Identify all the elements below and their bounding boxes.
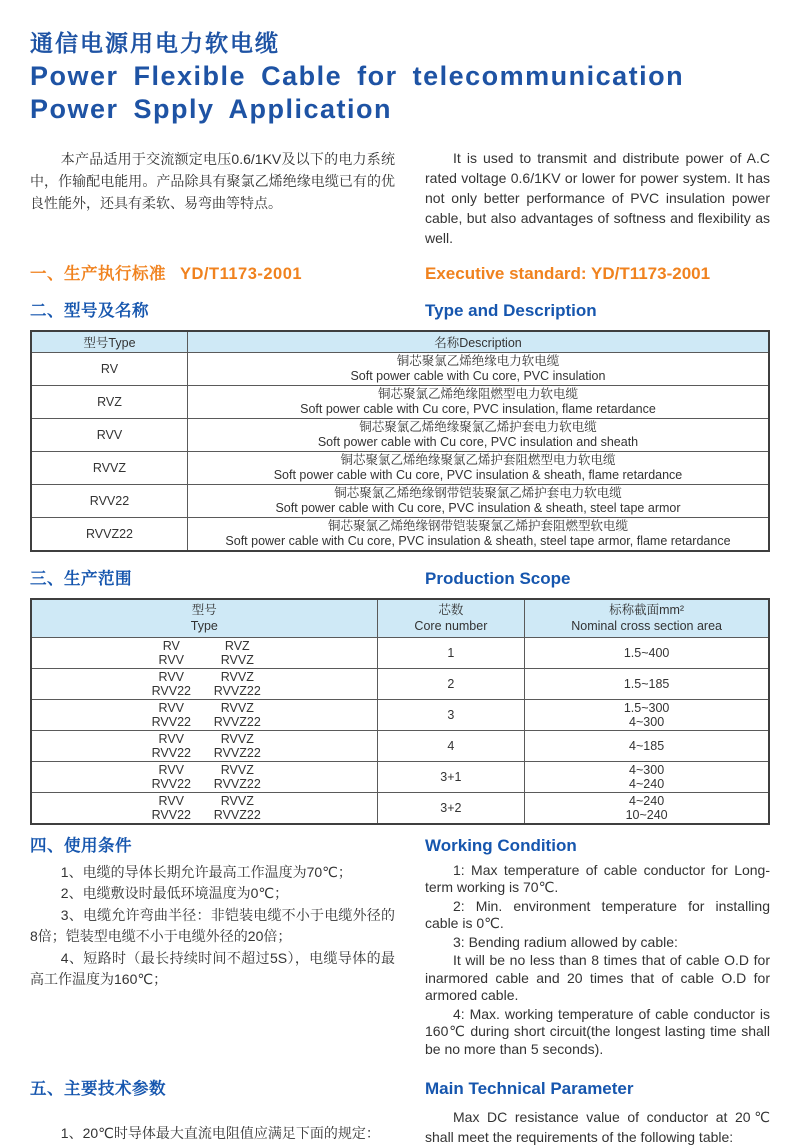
types-cell xyxy=(31,699,377,730)
doc-title-zh: 通信电源用电力软电缆 xyxy=(30,30,280,56)
type-name: RVVZ22 xyxy=(213,745,261,760)
section-range: 4~240 xyxy=(629,793,665,808)
scope-header-type xyxy=(31,599,377,637)
scope-header-core xyxy=(377,599,525,637)
type-name: RVVZ xyxy=(220,731,254,746)
section-type-heading-row xyxy=(30,297,770,321)
section-working-heading-zh: 四、使用条件 xyxy=(30,836,132,855)
type-pair xyxy=(35,701,374,715)
list-item-zh: 1、电缆的导体长期允许最高工作温度为70℃； xyxy=(60,863,352,880)
working-list-zh xyxy=(30,862,395,1060)
type-pair xyxy=(35,670,374,684)
table-header-row xyxy=(31,599,769,637)
type-pair xyxy=(35,794,374,808)
table-row xyxy=(31,452,769,485)
cross-section-cell xyxy=(525,761,769,792)
standard-value-zh: YD/T1173-2001 xyxy=(180,265,303,283)
section-working-heading-en: Working Condition xyxy=(425,835,577,855)
list-item-en: 1: Max temperature of cable conductor for Long-term working is 70℃. xyxy=(425,861,770,895)
types-cell xyxy=(31,730,377,761)
section-range: 4~300 xyxy=(629,762,665,777)
scope-header-core-en: Core number xyxy=(414,619,488,634)
list-item-zh: 4、短路时（最长持续时间不超过5S），电缆导体的最高工作温度为160℃； xyxy=(30,949,395,987)
type-name: RVV22 xyxy=(151,807,191,822)
type-name: RVVZ xyxy=(220,669,254,684)
section-scope-heading-zh: 三、生产范围 xyxy=(30,570,132,588)
description-zh: 铜芯聚氯乙烯绝缘电力软电缆 xyxy=(396,354,560,368)
type-name: RVVZ22 xyxy=(213,807,261,822)
type-table-head xyxy=(31,331,769,353)
section-range: 1.5~300 xyxy=(623,700,670,715)
type-pair xyxy=(35,777,374,791)
core-number-cell: 3 xyxy=(377,699,525,730)
document-header xyxy=(30,30,770,126)
section-technical-heading-row xyxy=(30,1075,770,1099)
type-pair xyxy=(35,808,374,822)
standard-label-zh: 一、生产执行标准 xyxy=(30,265,166,283)
type-pair xyxy=(35,653,374,667)
type-table-header-description: 名称Description xyxy=(187,331,769,353)
technical-intro-row xyxy=(30,1107,770,1147)
type-name: RVVZ22 xyxy=(213,776,261,791)
table-row xyxy=(31,419,769,452)
table-row xyxy=(31,668,769,699)
list-item-en: 4: Max. working temperature of cable conductor is 160℃ during short circuit(the longest lasting time shall be no more than 5 seconds). xyxy=(425,1005,770,1057)
section-range: 4~240 xyxy=(629,776,665,791)
description-cell xyxy=(187,353,769,386)
description-en: Soft power cable with Cu core, PVC insulation xyxy=(350,369,606,383)
table-row xyxy=(31,518,769,552)
description-zh: 铜芯聚氯乙烯绝缘钢带铠装聚氯乙烯护套电力软电缆 xyxy=(334,486,622,500)
scope-header-type-zh: 型号 xyxy=(191,603,217,618)
section-range: 4~300 xyxy=(629,714,665,729)
type-cell: RV xyxy=(31,353,187,386)
core-number-cell: 1 xyxy=(377,637,525,668)
intro-paragraph-zh: 本产品适用于交流额定电压0.6/1KV及以下的电力系统中，作输配电能用。产品除具有聚氯乙烯绝缘电缆已有的优良性能外，还具有柔软、易弯曲等特点。 xyxy=(30,151,395,211)
type-name: RVV22 xyxy=(151,745,191,760)
technical-intro-en: Max DC resistance value of conductor at 20℃ shall meet the requirements of the following table: xyxy=(425,1109,770,1145)
type-name: RVZ xyxy=(224,638,250,653)
types-cell xyxy=(31,637,377,668)
standard-row xyxy=(30,260,770,284)
type-pair xyxy=(35,684,374,698)
section-scope-heading-row xyxy=(30,565,770,589)
type-name: RVV22 xyxy=(151,714,191,729)
type-name: RVVZ22 xyxy=(213,714,261,729)
list-item-en: It will be no less than 8 times that of cable O.D for inarmored cable and 20 times that of cable O.D for armored cable. xyxy=(425,952,770,1003)
section-technical-heading-zh: 五、主要技术参数 xyxy=(30,1080,166,1098)
type-pair xyxy=(35,732,374,746)
description-zh: 铜芯聚氯乙烯绝缘阻燃型电力软电缆 xyxy=(377,387,578,401)
types-cell xyxy=(31,668,377,699)
list-item-en: 2: Min. environment temperature for installing cable is 0℃. xyxy=(425,897,770,931)
type-name: RVVZ xyxy=(220,652,254,667)
type-name: RVV22 xyxy=(151,776,191,791)
description-cell xyxy=(187,419,769,452)
type-pair xyxy=(35,639,374,653)
intro-paragraph-en: It is used to transmit and distribute power of A.C rated voltage 0.6/1KV or lower for power system. It has not only better performance of PVC insulation power cable, but also advantages of softness and flexibility as well. xyxy=(425,150,770,246)
description-zh: 铜芯聚氯乙烯绝缘聚氯乙烯护套阻燃型电力软电缆 xyxy=(340,453,616,467)
description-cell xyxy=(187,518,769,552)
core-number-cell: 2 xyxy=(377,668,525,699)
section-scope-heading-en: Production Scope xyxy=(425,569,571,588)
type-cell: RVV22 xyxy=(31,485,187,518)
type-name: RVVZ xyxy=(220,793,254,808)
doc-title-en-line1: Power Flexible Cable for telecommunication xyxy=(30,61,685,91)
type-name: RVVZ22 xyxy=(213,683,261,698)
section-range: 4~185 xyxy=(629,738,665,753)
description-en: Soft power cable with Cu core, PVC insulation, flame retardance xyxy=(300,402,656,416)
table-header-row xyxy=(31,331,769,353)
section-type-heading-en: Type and Description xyxy=(425,301,597,320)
section-range: 1.5~185 xyxy=(623,676,670,691)
table-row xyxy=(31,353,769,386)
type-name: RV xyxy=(162,638,180,653)
type-name: RVV xyxy=(158,669,185,684)
scope-header-core-zh: 芯数 xyxy=(438,603,464,618)
table-row xyxy=(31,637,769,668)
description-zh: 铜芯聚氯乙烯绝缘聚氯乙烯护套电力软电缆 xyxy=(359,420,597,434)
table-row xyxy=(31,386,769,419)
description-en: Soft power cable with Cu core, PVC insulation & sheath, steel tape armor, flame retardance xyxy=(225,534,731,548)
intro-row xyxy=(30,148,770,248)
standard-heading-zh xyxy=(30,260,395,284)
cross-section-cell xyxy=(525,699,769,730)
scope-table-head xyxy=(31,599,769,637)
doc-title-en xyxy=(30,60,770,126)
types-cell xyxy=(31,792,377,824)
scope-header-type-en: Type xyxy=(190,619,218,634)
type-name: RVV xyxy=(158,731,185,746)
technical-intro-zh: 1、20℃时导体最大直流电阻值应满足下面的规定： xyxy=(60,1125,380,1141)
section-range: 1.5~400 xyxy=(623,645,670,660)
type-table-header-type: 型号Type xyxy=(31,331,187,353)
description-en: Soft power cable with Cu core, PVC insulation & sheath, steel tape armor xyxy=(275,501,681,515)
table-row xyxy=(31,761,769,792)
table-row xyxy=(31,730,769,761)
type-pair xyxy=(35,763,374,777)
core-number-cell: 3+1 xyxy=(377,761,525,792)
section-range: 10~240 xyxy=(625,807,668,822)
description-zh: 铜芯聚氯乙烯绝缘钢带铠装聚氯乙烯护套阻燃型软电缆 xyxy=(327,519,628,533)
types-cell xyxy=(31,761,377,792)
description-cell xyxy=(187,485,769,518)
type-name: RVVZ xyxy=(220,762,254,777)
section-working-heading-row xyxy=(30,832,770,856)
type-cell: RVV xyxy=(31,419,187,452)
cross-section-cell xyxy=(525,668,769,699)
standard-heading-en: Executive standard: YD/T1173-2001 xyxy=(425,264,711,283)
type-name: RVV xyxy=(158,793,185,808)
section-type-heading-zh: 二、型号及名称 xyxy=(30,302,149,320)
working-list-en xyxy=(425,862,770,1060)
working-condition-row xyxy=(30,862,770,1060)
list-item-en: 3: Bending radium allowed by cable: xyxy=(453,933,678,950)
scope-table xyxy=(30,598,770,825)
type-pair xyxy=(35,746,374,760)
type-cell: RVVZ xyxy=(31,452,187,485)
type-name: RVV xyxy=(158,700,185,715)
table-row xyxy=(31,699,769,730)
type-name: RVV xyxy=(158,652,185,667)
core-number-cell: 4 xyxy=(377,730,525,761)
description-en: Soft power cable with Cu core, PVC insulation and sheath xyxy=(317,435,639,449)
type-cell: RVZ xyxy=(31,386,187,419)
description-cell xyxy=(187,386,769,419)
type-name: RVVZ xyxy=(220,700,254,715)
table-row xyxy=(31,485,769,518)
cross-section-cell xyxy=(525,730,769,761)
type-pair xyxy=(35,715,374,729)
scope-header-section-en: Nominal cross section area xyxy=(571,619,722,634)
cross-section-cell xyxy=(525,792,769,824)
description-cell xyxy=(187,452,769,485)
scope-header-section xyxy=(525,599,769,637)
list-item-zh: 2、电缆敷设时最低环境温度为0℃； xyxy=(60,885,289,901)
table-row xyxy=(31,792,769,824)
cross-section-cell xyxy=(525,637,769,668)
type-name: RVV22 xyxy=(151,683,191,698)
scope-header-section-zh: 标称截面mm² xyxy=(609,603,685,618)
doc-title-en-line2: Power Spply Application xyxy=(30,94,393,124)
type-name: RVV xyxy=(158,762,185,777)
section-technical-heading-en: Main Technical Parameter xyxy=(425,1079,634,1098)
list-item-zh: 3、电缆允许弯曲半径：非铠装电缆不小于电缆外径的8倍；铠装型电缆不小于电缆外径的20倍； xyxy=(30,906,395,944)
description-en: Soft power cable with Cu core, PVC insulation & sheath, flame retardance xyxy=(273,468,683,482)
type-table xyxy=(30,330,770,552)
core-number-cell: 3+2 xyxy=(377,792,525,824)
type-cell: RVVZ22 xyxy=(31,518,187,552)
